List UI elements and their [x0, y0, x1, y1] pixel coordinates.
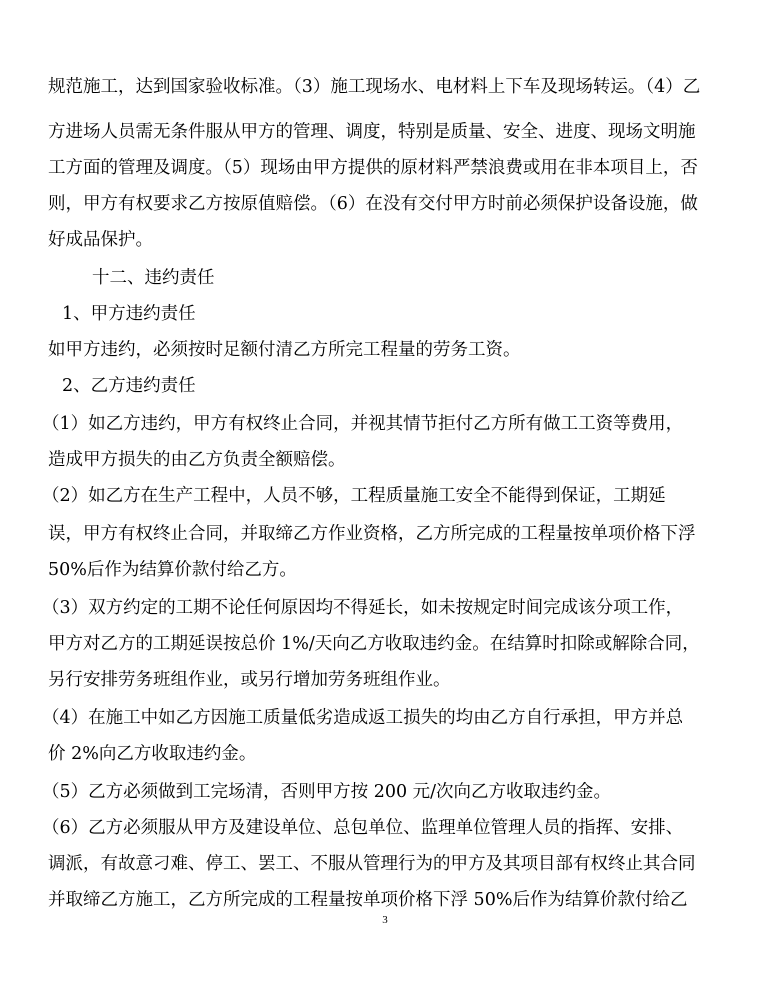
subsection-heading: 1、甲方违约责任 [62, 304, 196, 324]
body-text-line: 误，甲方有权终止合同，并取缔乙方作业资格，乙方所完成的工程量按单项价格下浮 [48, 524, 696, 544]
body-text-line: 方进场人员需无条件服从甲方的管理、调度，特别是质量、安全、进度、现场文明施 [48, 122, 696, 142]
body-text-line: 造成甲方损失的由乙方负责全额赔偿。 [48, 450, 346, 470]
body-text-line: 调派，有故意刁难、停工、罢工、不服从管理行为的甲方及其项目部有权终止其合同 [48, 854, 696, 874]
body-text-line: 好成品保护。 [48, 230, 153, 250]
clause-line: （6）乙方必须服从甲方及建设单位、总包单位、监理单位管理人员的指挥、安排、 [42, 818, 684, 838]
body-text-line: 工方面的管理及调度。（5）现场由甲方提供的原材料严禁浪费或用在非本项目上，否 [48, 158, 698, 178]
body-text-line: 如甲方违约，必须按时足额付清乙方所完工程量的劳务工资。 [48, 340, 521, 360]
body-text-line: 规范施工，达到国家验收标准。（3）施工现场水、电材料上下车及现场转运。（4）乙 [48, 77, 701, 97]
body-text-line: 价 2%向乙方收取违约金。 [48, 744, 257, 764]
clause-line: （4）在施工中如乙方因施工质量低劣造成返工损失的均由乙方自行承担，甲方并总 [42, 708, 684, 728]
section-heading: 十二、违约责任 [92, 268, 215, 288]
subsection-heading: 2、乙方违约责任 [62, 376, 196, 396]
body-text-line: 甲方对乙方的工期延误按总价 1%/天向乙方收取违约金。在结算时扣除或解除合同， [48, 634, 700, 654]
page-number: 3 [382, 914, 388, 926]
clause-line: （5）乙方必须做到工完场清，否则甲方按 200 元/次向乙方收取违约金。 [42, 782, 612, 802]
body-text-line: 50%后作为结算价款付给乙方。 [48, 560, 297, 580]
clause-line: （3）双方约定的工期不论任何原因均不得延长，如未按规定时间完成该分项工作， [42, 598, 684, 618]
clause-line: （1）如乙方违约，甲方有权终止合同，并视其情节拒付乙方所有做工工资等费用， [42, 414, 684, 434]
body-text-line: 并取缔乙方施工，乙方所完成的工程量按单项价格下浮 50%后作为结算价款付给乙 [48, 890, 688, 910]
body-text-line: 则，甲方有权要求乙方按原值赔偿。（6）在没有交付甲方时前必须保护设备设施，做 [48, 194, 698, 214]
body-text-line: 另行安排劳务班组作业，或另行增加劳务班组作业。 [48, 670, 451, 690]
clause-line: （2）如乙方在生产工程中，人员不够，工程质量施工安全不能得到保证，工期延 [42, 486, 666, 506]
